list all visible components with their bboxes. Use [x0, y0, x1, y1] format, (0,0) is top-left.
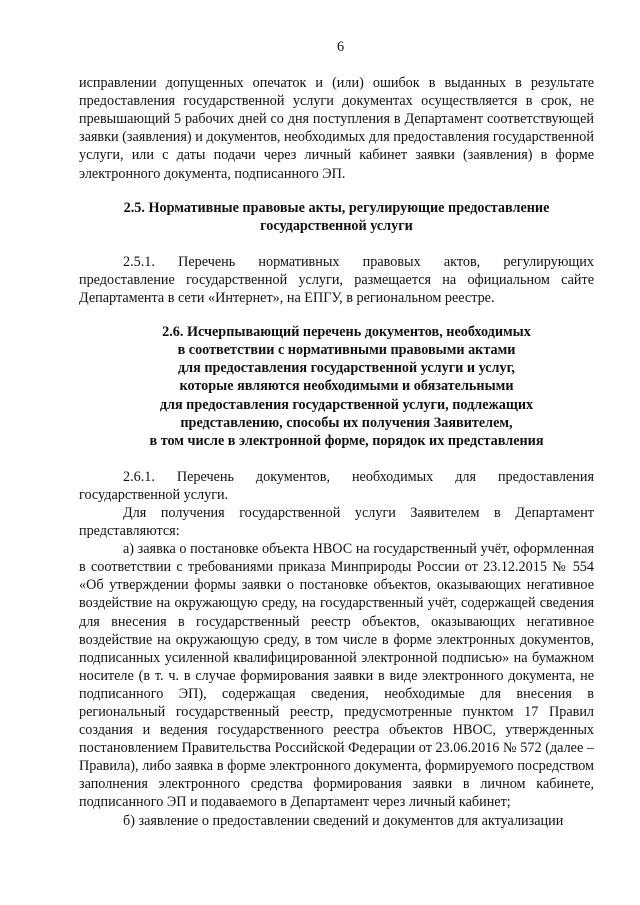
section-heading-2-5: 2.5. Нормативные правовые акты, регулирующие предоставление государственной услуги — [123, 199, 550, 234]
paragraph-2-6-1: 2.6.1. Перечень документов, необходимых для предоставления государственной услуги. — [79, 468, 594, 503]
list-item-a: а) заявка о постановке объекта НВОС на государственный учёт, оформленная в соответствии с требованиями приказа Минприроды России от 23.12.2015 № 554 «Об утверждении формы заявки о постановке объектов, оказывающих негативное воздействие на окружающую среду, на государственный учёт, содержащей сведения для внесения в государственный реестр объектов, оказывающих негативное воздействие на окружающую среду, в том числе в форме электронных документов, подписанных усиленной квалифицированной электронной подписью» на бумажном носителе (в т. ч. в случае формирования заявки в виде электронного документа, не подписанного ЭП), содержащая сведения, необходимые для внесения в региональный государственный реестр, предусмотренные пунктом 17 Правил создания и ведения государственного реестра объектов НВОС, утвержденных постановлением Правительства Российской Федерации от 23.06.2016 № 572 (далее – Правила), либо заявка в форме электронного документа, формируемого посредством заполнения электронного средства формирования заявки в личном кабинете, подписанного ЭП и подаваемого в Департамент через личный кабинет; — [79, 541, 594, 811]
heading-line: представлению, способы их получения Заявителем, — [180, 414, 513, 431]
section-heading-2-6 — [79, 323, 594, 450]
heading-line: которые являются необходимыми и обязательными — [179, 378, 514, 395]
paragraph-submit: Для получения государственной услуги Заявителем в Департамент представляются: — [79, 504, 594, 540]
paragraph-intro: исправлении допущенных опечаток и (или) ошибок в выданных в результате предоставления государственной услуги документах осуществляется в срок, не превышающий 5 рабочих дней со дня поступления в Департамент соответствующей заявки (заявления) и документов, необходимых для предоставления государственной услуги, или с даты подачи через личный кабинет заявки (заявления) в форме электронного документа, подписанного ЭП. — [79, 75, 594, 182]
list-item-b: б) заявление о предоставлении сведений и документов для актуализации — [123, 812, 564, 829]
page-number: 6 — [336, 39, 345, 55]
heading-line: для предоставления государственной услуги, подлежащих — [159, 396, 534, 413]
document-page — [79, 38, 594, 830]
heading-line: в соответствии с нормативными правовыми актами — [177, 342, 516, 359]
heading-line: для предоставления государственной услуги и услуг, — [178, 360, 515, 377]
paragraph-2-5-1: 2.5.1. Перечень нормативных правовых актов, регулирующих предоставление государственной услуги, размещается на официальном сайте Департамента в сети «Интернет», на ЕПГУ, в региональном реестре. — [79, 253, 594, 307]
heading-line: 2.6. Исчерпывающий перечень документов, необходимых — [162, 324, 531, 341]
heading-line: в том числе в электронной форме, порядок их представления — [149, 432, 544, 449]
